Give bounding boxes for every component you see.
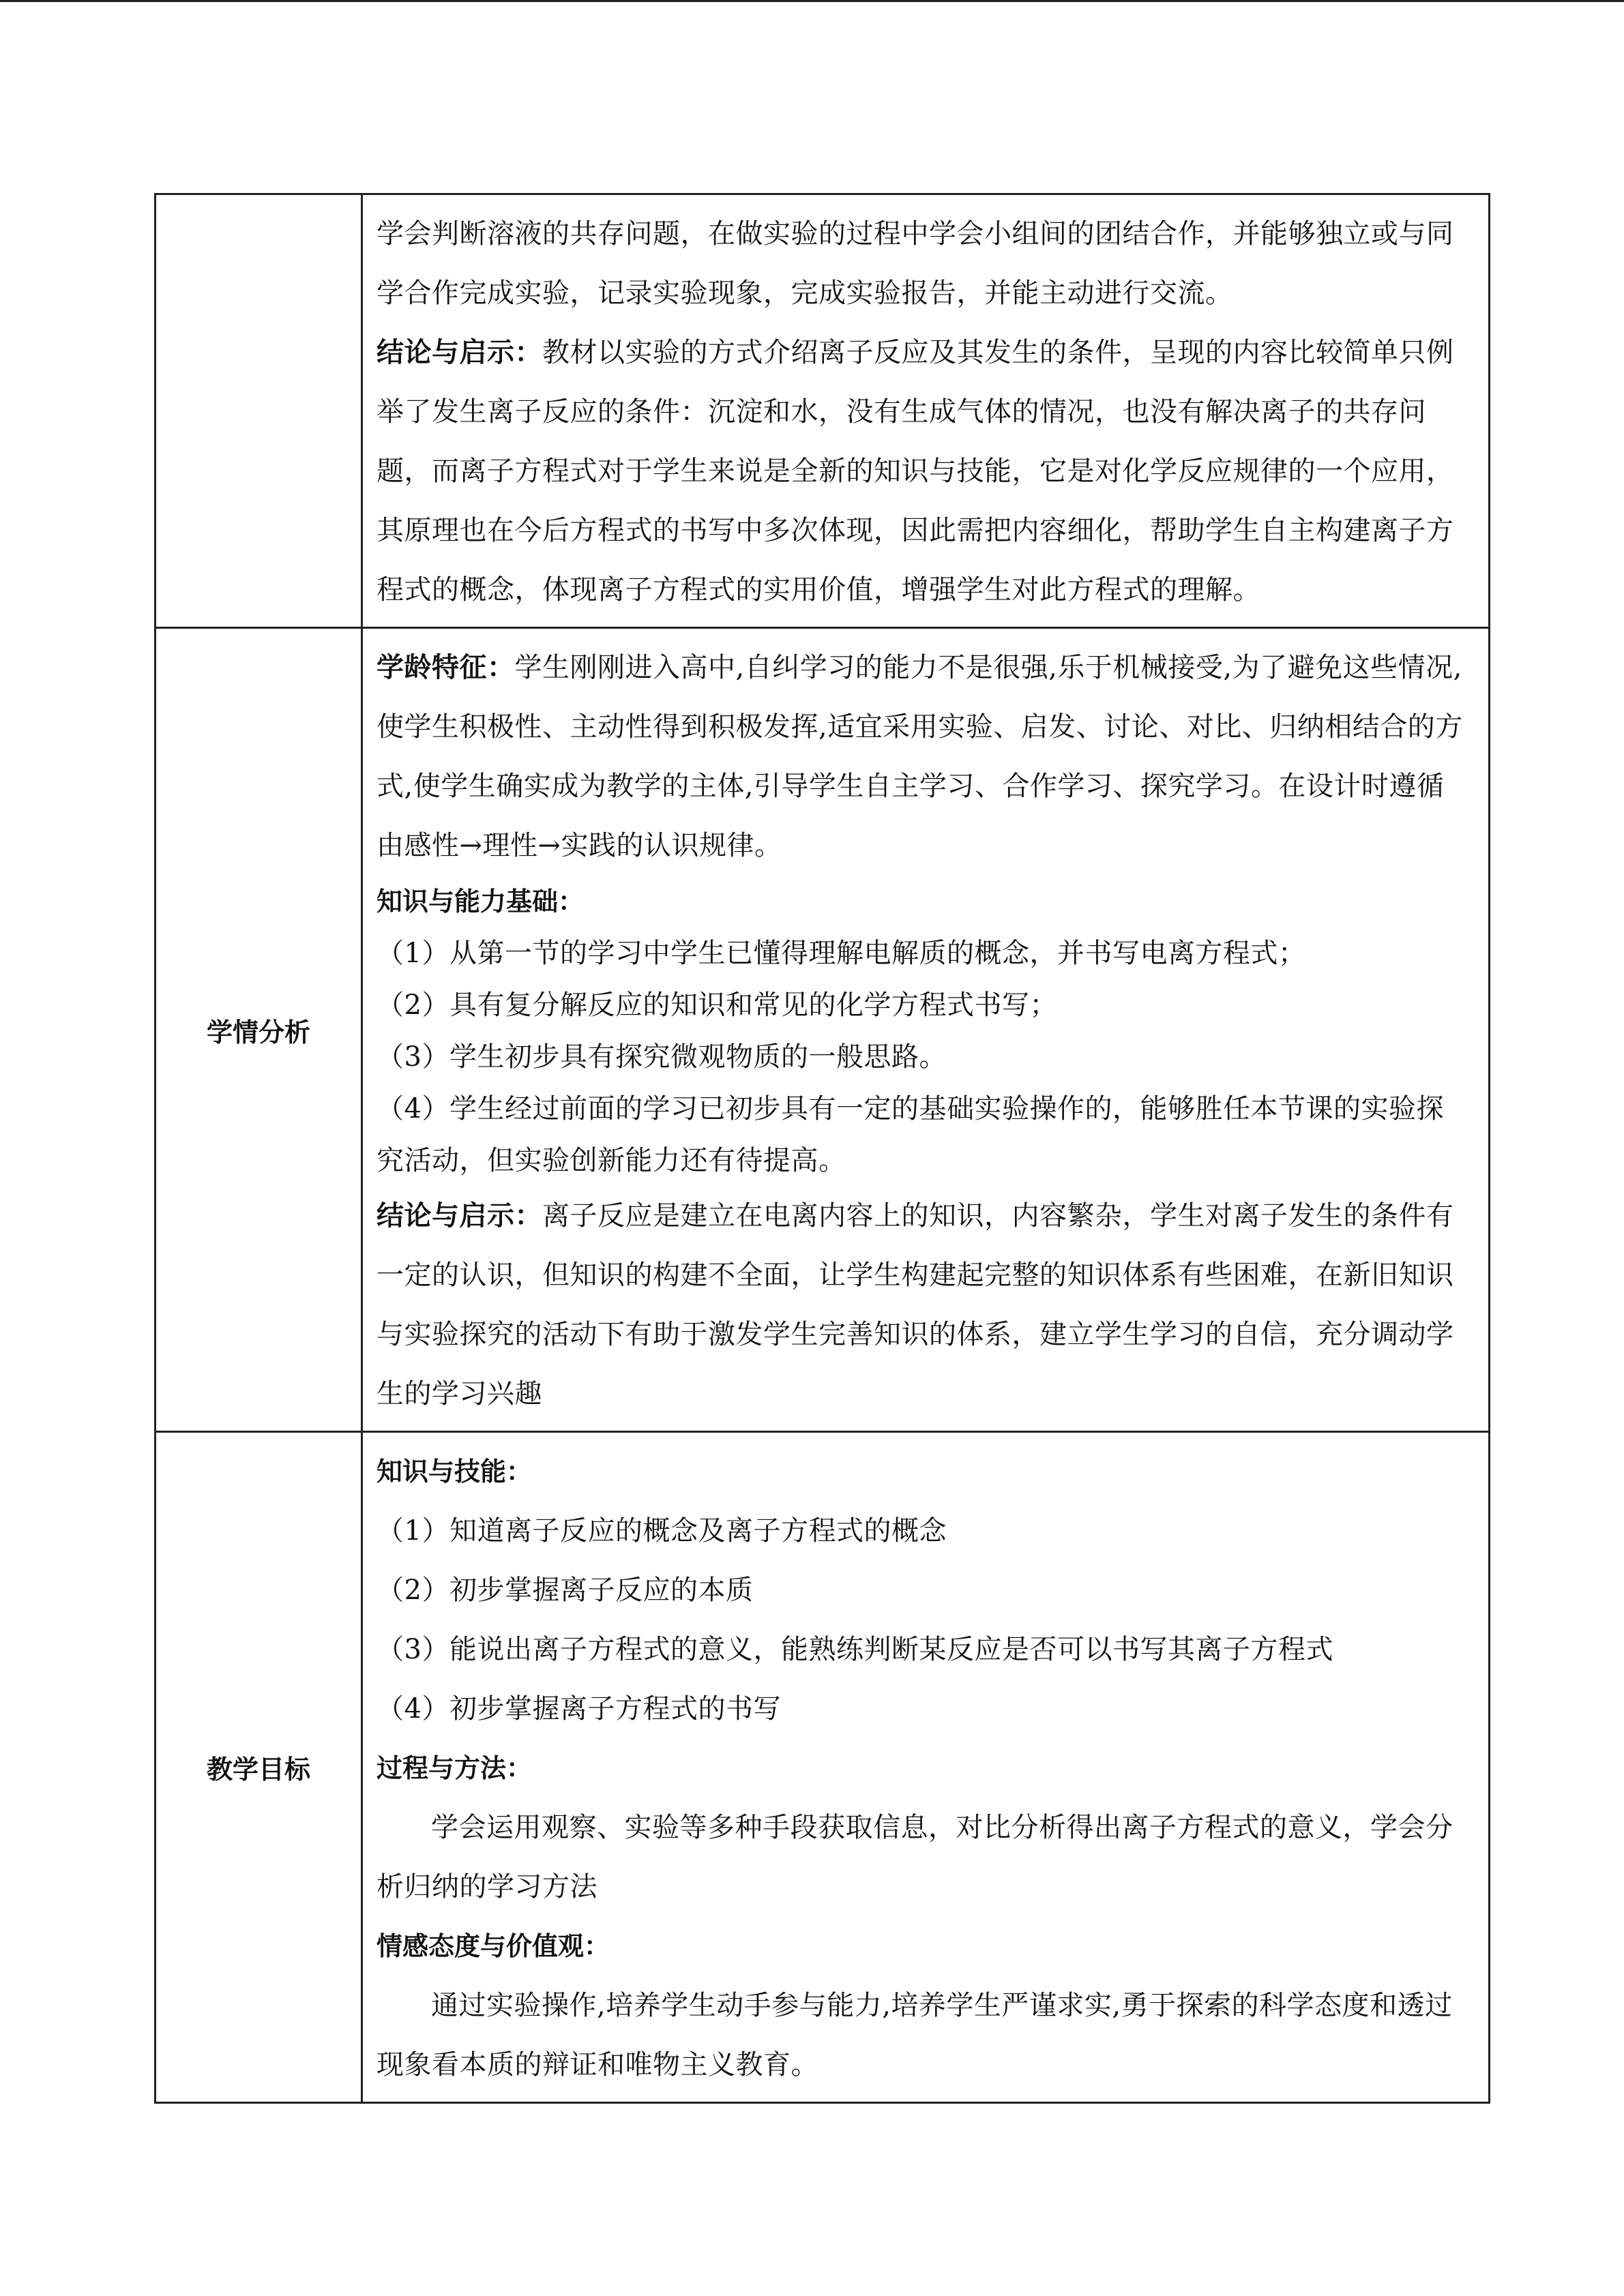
page-top-rule [0,0,1624,2]
conclusion-lead: 结论与启示： [377,1200,542,1232]
list-item: （1）知道离子反应的概念及离子方程式的概念 [377,1515,947,1547]
list-item: （2）初步掌握离子反应的本质 [377,1575,754,1606]
paragraph-conclusion-ion-reaction: 结论与启示：离子反应是建立在电离内容上的知识，内容繁杂，学生对离子发生的条件有一定的认识，但知识的构建不全面，让学生构建起完整的知识体系有些困难，在新旧知识与实验探究的活动下有助于激发学生完善知识的体系，建立学生学习的自信，充分调动学生的学习兴趣 [377,1200,1454,1410]
list-item: （4）学生经过前面的学习已初步具有一定的基础实验操作的，能够胜任本节课的实验探究活动，但实验创新能力还有待提高。 [377,1093,1444,1176]
paragraph-experiment-skills: 学会判断溶液的共存问题，在做实验的过程中学会小组间的团结合作，并能够独立或与同学合作完成实验，记录实验现象，完成实验报告，并能主动进行交流。 [377,218,1454,309]
row-content-student-analysis [362,628,1490,1432]
row-label-student-analysis: 学情分析 [156,628,362,1432]
list-item: （3）能说出离子方程式的意义，能熟练判断某反应是否可以书写其离子方程式 [377,1634,1333,1665]
list-item: （4）初步掌握离子方程式的书写 [377,1693,781,1725]
row-label-teaching-goals: 教学目标 [156,1432,362,2103]
table-row-teaching-goals [156,1432,1490,2103]
list-item: （3）学生初步具有探究微观物质的一般思路。 [377,1041,947,1073]
list-item: （1）从第一节的学习中学生已懂得理解电解质的概念，并书写电离方程式； [377,938,1306,969]
emotion-values-heading: 情感态度与价值观： [377,1931,610,1961]
paragraph-conclusion-textbook: 结论与启示：教材以实验的方式介绍离子反应及其发生的条件，呈现的内容比较简单只例举了发生离子反应的条件：沉淀和水，没有生成气体的情况，也没有解决离子的共存问题，而离子方程式对于学生来说是全新的知识与技能，它是对化学反应规律的一个应用，其原理也在今后方程式的书写中多次体现，因此需把内容细化，帮助学生自主构建离子方程式的概念，体现离子方程式的实用价值，增强学生对此方程式的理解。 [377,337,1454,606]
paragraph-emotion-values: 通过实验操作,培养学生动手参与能力,培养学生严谨求实,勇于探索的科学态度和透过现象看本质的辩证和唯物主义教育。 [377,1990,1453,2081]
row-content-continuation [362,194,1490,628]
age-features-lead: 学龄特征： [377,652,515,683]
row-content-teaching-goals [362,1432,1490,2103]
paragraph-process-method: 学会运用观察、实验等多种手段获取信息，对比分析得出离子方程式的意义，学会分析归纳的学习方法 [377,1812,1453,1903]
knowledge-ability-heading: 知识与能力基础： [377,886,585,916]
list-item: （2）具有复分解反应的知识和常见的化学方程式书写； [377,989,1057,1021]
lesson-plan-table [154,193,1490,2104]
conclusion-lead: 结论与启示： [377,337,542,368]
process-method-heading: 过程与方法： [377,1753,533,1783]
knowledge-skills-heading: 知识与技能： [377,1457,533,1487]
table-row-student-analysis [156,628,1490,1432]
paragraph-age-features: 学龄特征：学生刚刚进入高中,自纠学习的能力不是很强,乐于机械接受,为了避免这些情况,使学生积极性、主动性得到积极发挥,适宜采用实验、启发、讨论、对比、归纳相结合的方式,使学生确实成为教学的主体,引导学生自主学习、合作学习、探究学习。在设计时遵循由感性→理性→实践的认识规律。 [377,652,1463,861]
table-row-continuation [156,194,1490,628]
row-label-empty [156,194,362,628]
